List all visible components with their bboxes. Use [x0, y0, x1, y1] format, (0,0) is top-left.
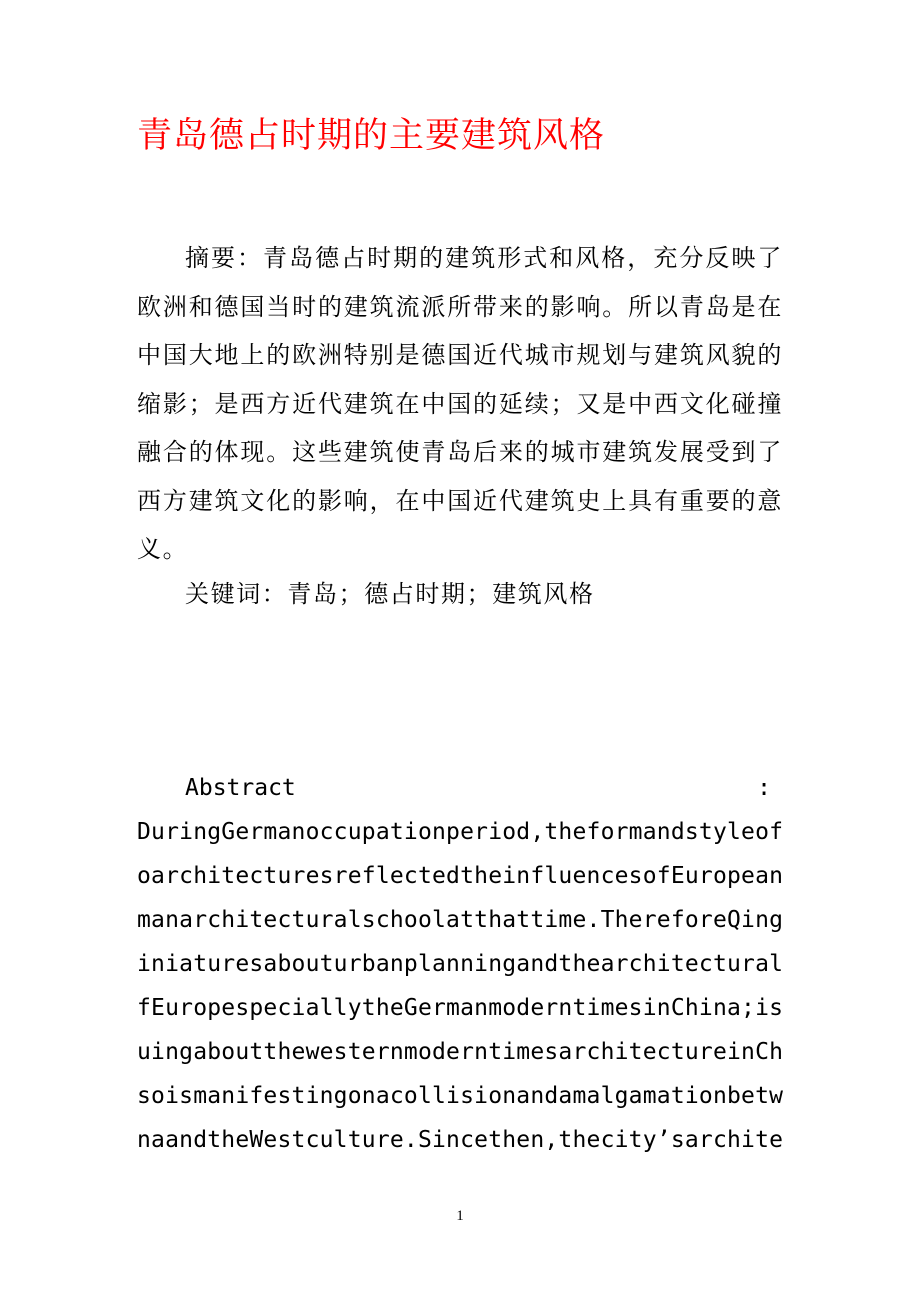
abstract-label: Abstract [185, 775, 296, 801]
keywords: 关键词：青岛；德占时期；建筑风格 [185, 580, 595, 608]
english-abstract-line: m a n a r c h i t e c t u r a l s c h o o l a t t h a t t i m e . T h e r e f o r e Q i n g [137, 907, 783, 933]
abstract-colon: : [757, 775, 771, 801]
chinese-abstract: 摘要：青岛德占时期的建筑形式和风格，充分反映了欧洲和德国当时的建筑流派所带来的影响。所以青岛是在中国大地上的欧洲特别是德国近代城市规划与建筑风貌的缩影；是西方近代建筑在中国的延续；又是中西文化碰撞融合的体现。这些建筑使青岛后来的城市建筑发展受到了西方建筑文化的影响，在中国近代建筑史上具有重要的意义。 [137, 244, 783, 563]
document-title: 青岛德占时期的主要建筑风格 [137, 116, 606, 156]
english-abstract-line: D u r i n g G e r m a n o c c u p a t i o n p e r i o d , t h e f o r m a n d s t y l e o f [137, 819, 783, 845]
english-abstract-line: f E u r o p e s p e c i a l l y t h e G e r m a n m o d e r n t i m e s i n C h i n a ; i s [137, 995, 783, 1021]
english-abstract-line: u i n g a b o u t t h e w e s t e r n m o d e r n t i m e s a r c h i t e c t u r e i n C h [137, 1039, 783, 1065]
english-abstract-line: o a r c h i t e c t u r e s r e f l e c t e d t h e i n f l u e n c e s o f E u r o p e a n [137, 863, 783, 889]
english-abstract-heading [185, 768, 783, 808]
page-number: 1 [456, 1208, 464, 1224]
english-abstract-line: s o i s m a n i f e s t i n g o n a c o l l i s i o n a n d a m a l g a m a t i o n b e t w [137, 1083, 783, 1109]
english-abstract-line: n a a n d t h e W e s t c u l t u r e . S i n c e t h e n , t h e c i t y ’ s a r c h i t e [137, 1127, 783, 1153]
english-abstract-line: i n i a t u r e s a b o u t u r b a n p l a n n i n g a n d t h e a r c h i t e c t u r a l [137, 951, 783, 977]
